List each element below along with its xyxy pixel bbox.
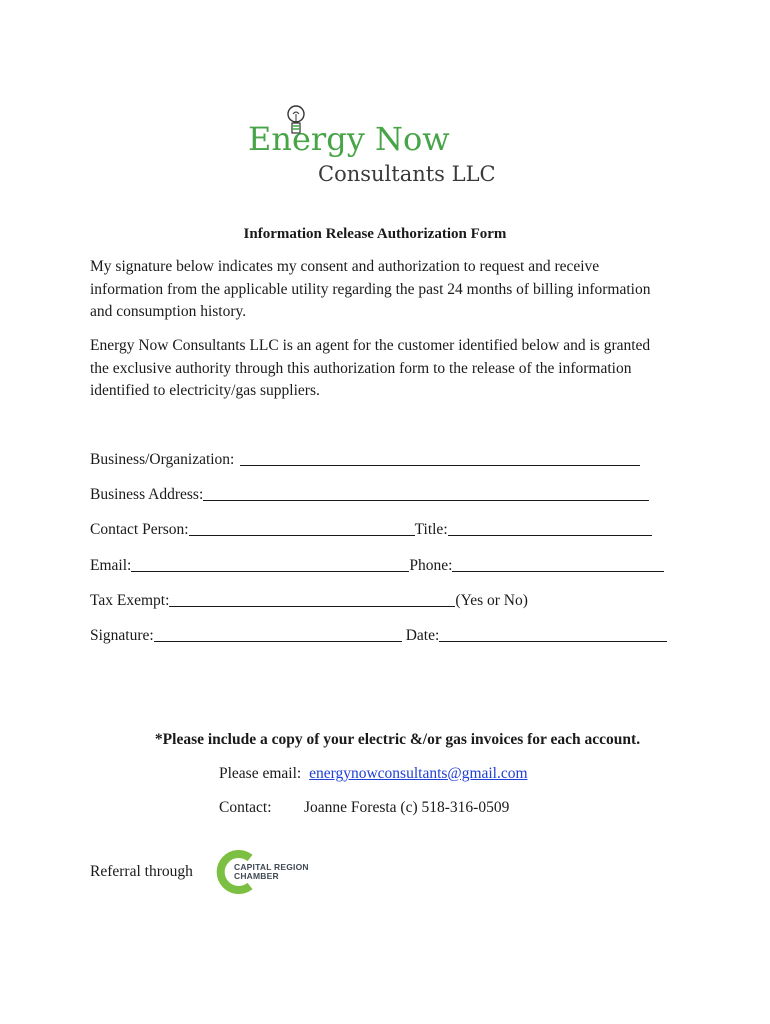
contact-label: Contact: — [219, 799, 272, 816]
business-organization-label: Business/Organization: — [90, 451, 235, 468]
business-organization-field — [90, 450, 640, 469]
signature-input-line[interactable] — [154, 626, 402, 642]
email-instruction-label: Please email: — [219, 765, 302, 782]
chamber-name-line2: CHAMBER — [234, 871, 279, 881]
business-address-label: Business Address: — [90, 486, 204, 503]
tax-exempt-input-line[interactable] — [169, 591, 455, 607]
logo-company-name: Energy Now — [248, 120, 450, 158]
email-link[interactable]: energynowconsultants@gmail.com — [309, 765, 528, 782]
email-label: Email: — [90, 557, 132, 574]
contact-person-input-line[interactable] — [189, 520, 415, 536]
company-logo — [248, 104, 498, 194]
logo-company-suffix: Consultants LLC — [318, 162, 496, 186]
title-input-line[interactable] — [448, 520, 652, 536]
contact-title-field — [90, 520, 652, 539]
chamber-name — [234, 863, 309, 881]
business-address-input-line[interactable] — [203, 485, 649, 501]
phone-input-line[interactable] — [452, 556, 664, 572]
form-title: Information Release Authorization Form — [243, 226, 507, 242]
chamber-name-line1: CAPITAL REGION — [234, 862, 309, 872]
tax-exempt-field — [90, 591, 528, 610]
invoice-note: *Please include a copy of your electric &/or gas invoices for each account. — [154, 731, 641, 748]
capital-region-chamber-logo — [216, 848, 326, 896]
signature-label: Signature: — [90, 627, 154, 644]
signature-date-field — [90, 626, 667, 645]
date-input-line[interactable] — [439, 626, 667, 642]
business-address-field — [90, 485, 649, 504]
title-label: Title: — [414, 521, 448, 538]
agent-paragraph: Energy Now Consultants LLC is an agent for the customer identified below and is granted the exclusive authority through this authorization form to the release of the information identified to electricity/gas suppliers. — [90, 337, 651, 399]
yes-or-no-hint: (Yes or No) — [455, 592, 528, 609]
contact-name-phone: Joanne Foresta (c) 518-316-0509 — [304, 799, 510, 816]
consent-paragraph: My signature below indicates my consent and authorization to request and receive information from the applicable utility regarding the past 24 months of billing information and consumption history. — [90, 258, 651, 320]
date-label: Date: — [405, 627, 440, 644]
business-organization-input-line[interactable] — [240, 450, 640, 466]
contact-person-label: Contact Person: — [90, 521, 189, 538]
email-phone-field — [90, 556, 664, 575]
tax-exempt-label: Tax Exempt: — [90, 592, 170, 609]
referral-label: Referral through — [90, 863, 193, 880]
phone-label: Phone: — [409, 557, 453, 574]
contact-row — [219, 799, 510, 817]
email-input-line[interactable] — [131, 556, 409, 572]
email-contact-row — [219, 765, 528, 783]
